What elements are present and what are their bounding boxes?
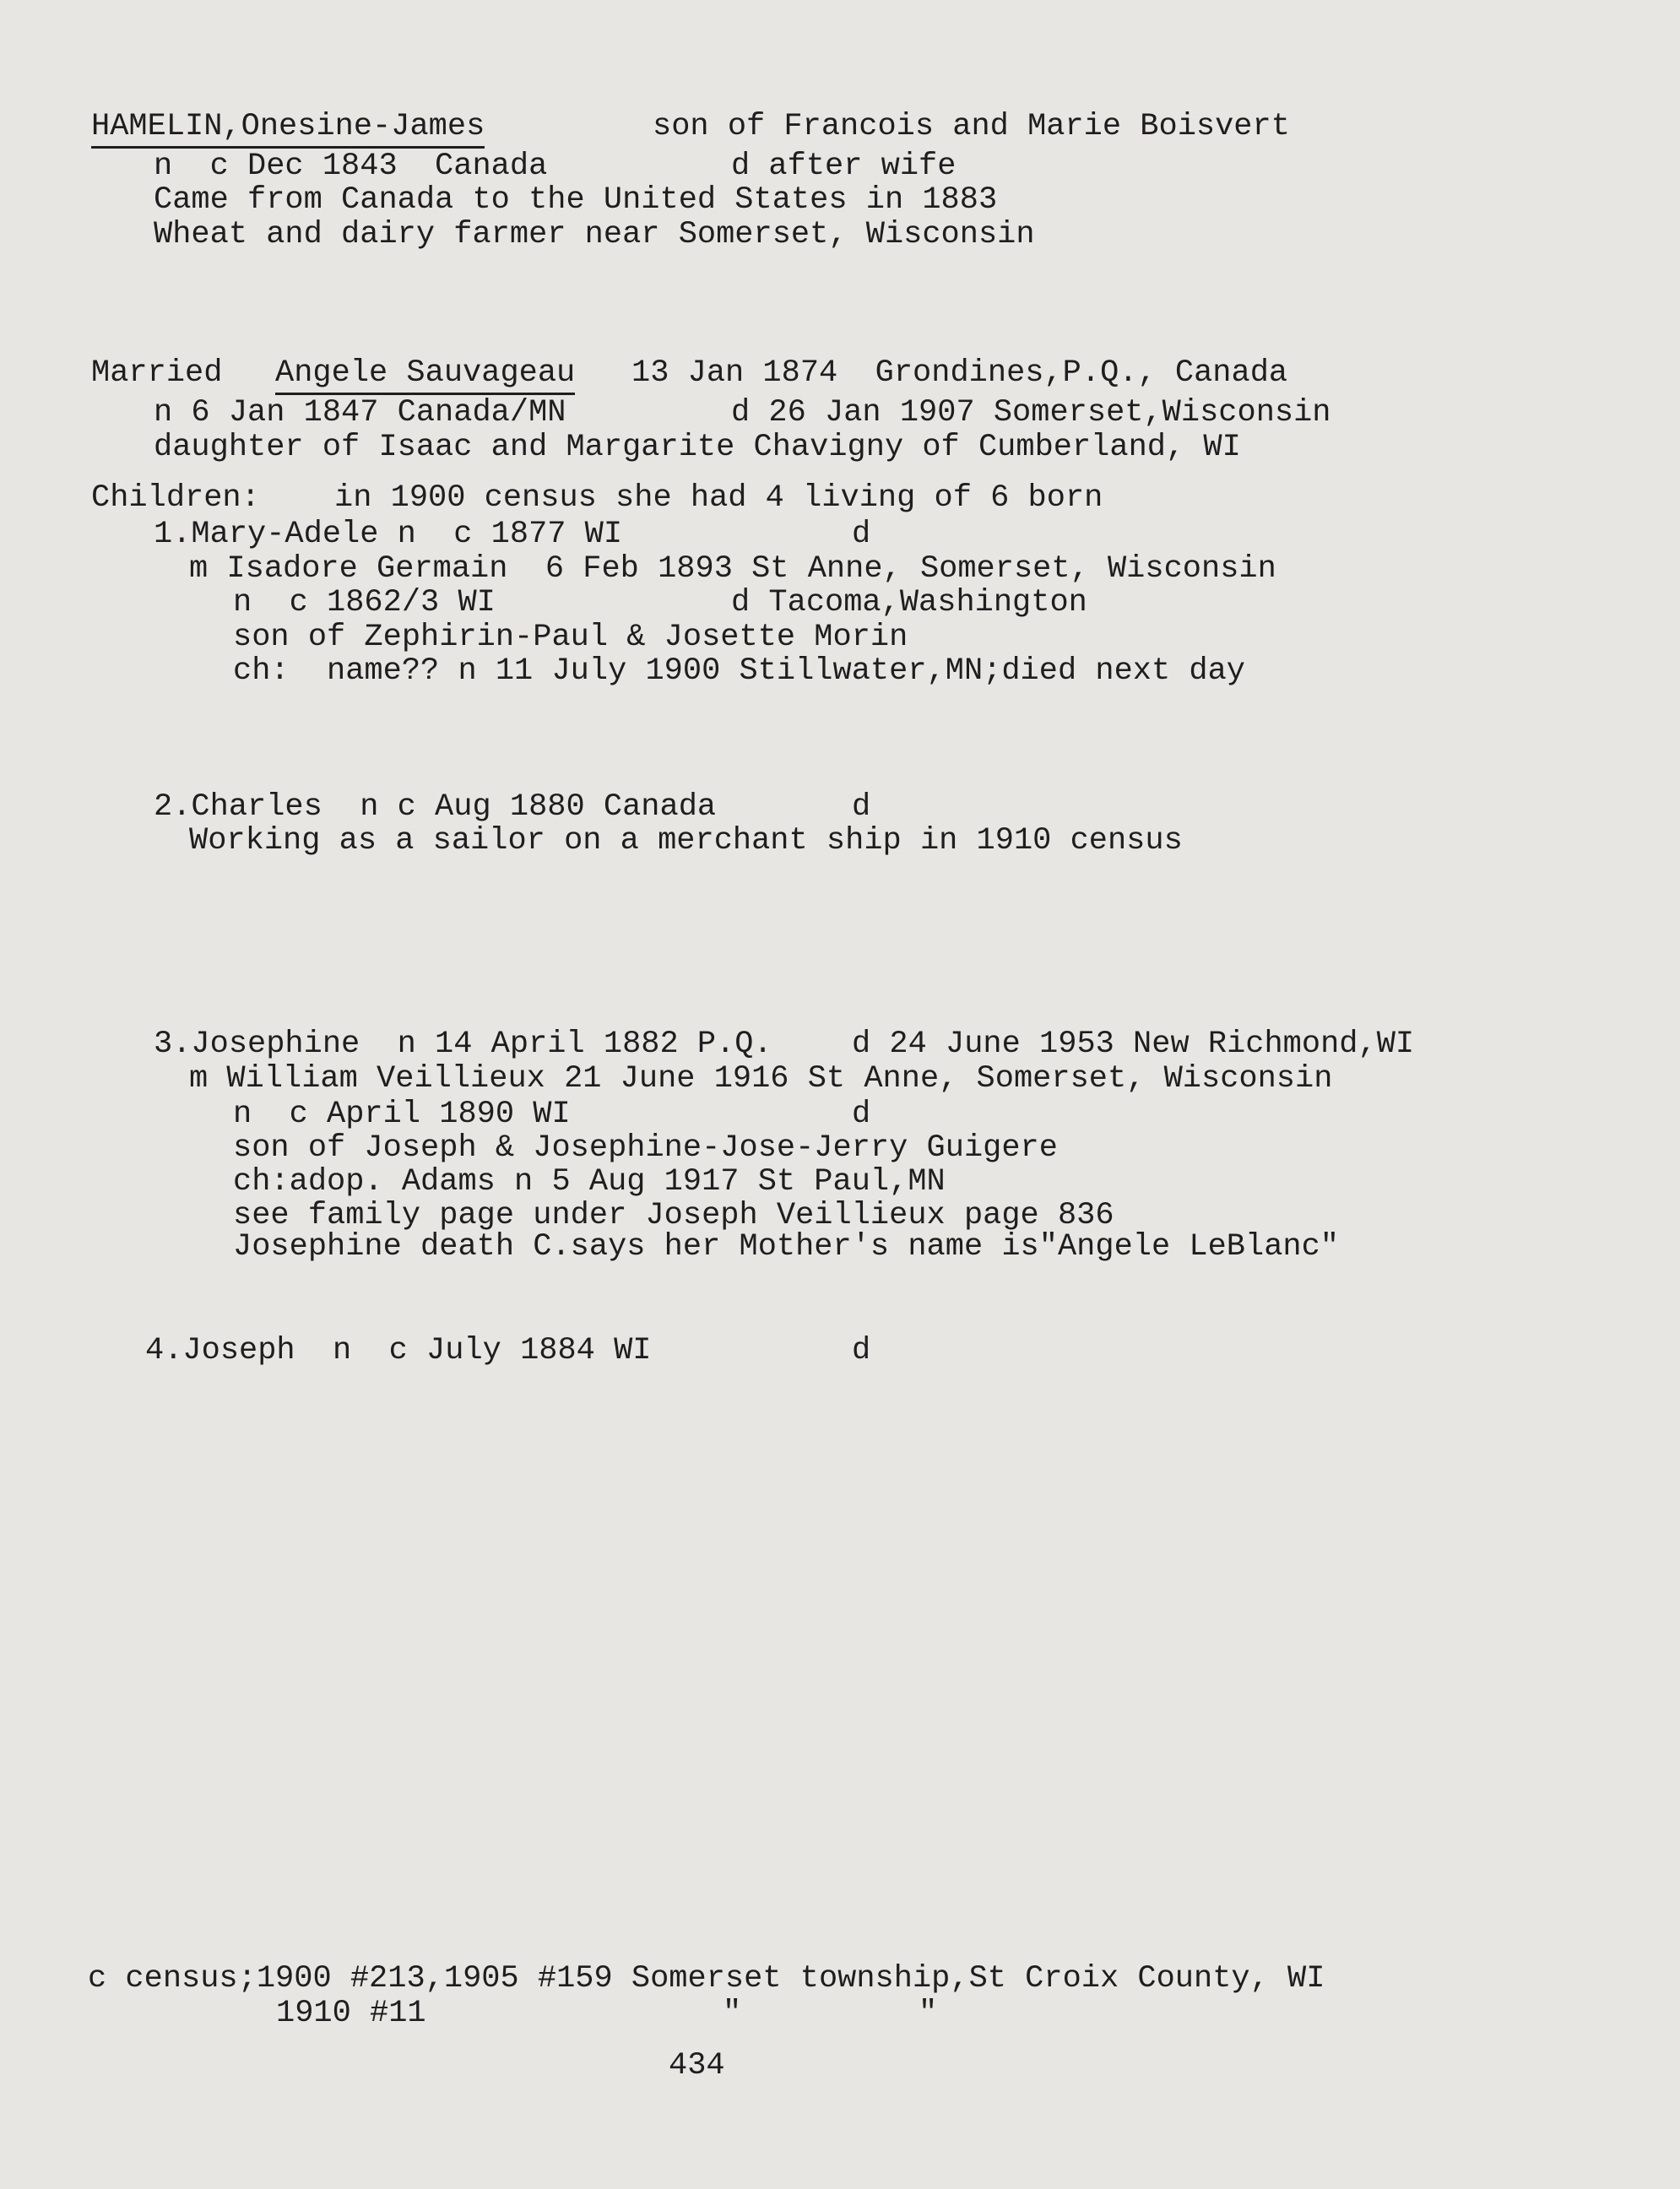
married-label: Married	[91, 355, 223, 391]
child3-spouse-parents: son of Joseph & Josephine-Jose-Jerry Guigere	[233, 1130, 1058, 1166]
child2-note: Working as a sailor on a merchant ship in 1910 census	[189, 823, 1183, 859]
children-note: in 1900 census she had 4 living of 6 born	[334, 480, 1103, 516]
child1-spouse-parents: son of Zephirin-Paul & Josette Morin	[233, 620, 908, 655]
child1-line1: 1.Mary-Adele n c 1877 WI	[154, 517, 623, 552]
child4-line1: 4.Joseph n c July 1884 WI	[145, 1333, 652, 1368]
child3-children: ch:adop. Adams n 5 Aug 1917 St Paul,MN	[233, 1164, 946, 1200]
spouse-birth: n 6 Jan 1847 Canada/MN	[154, 395, 566, 431]
spouse-death: d 26 Jan 1907 Somerset,Wisconsin	[731, 395, 1331, 431]
children-label: Children:	[91, 480, 260, 516]
child3-reference: see family page under Joseph Veillieux page 836	[233, 1198, 1114, 1233]
child2-line1: 2.Charles n c Aug 1880 Canada	[154, 789, 717, 825]
immigration-line: Came from Canada to the United States in 1883	[154, 182, 998, 218]
child1-spouse-birth: n c 1862/3 WI	[233, 585, 496, 620]
child1-children: ch: name?? n 11 July 1900 Stillwater,MN;died next day	[233, 653, 1245, 689]
child3-death-note: Josephine death C.says her Mother's name is"Angele LeBlanc"	[233, 1229, 1340, 1265]
footnote-line2: 1910 #11	[276, 1996, 426, 2031]
ditto-mark-1: "	[723, 1996, 742, 2031]
person-parents: son of Francois and Marie Boisvert	[653, 109, 1290, 144]
person-name: HAMELIN,Onesine-James	[91, 108, 485, 149]
child2-death: d	[852, 789, 871, 825]
child3-spouse-birth: n c April 1890 WI	[233, 1097, 571, 1132]
child1-marriage: m Isadore Germain 6 Feb 1893 St Anne, Somerset, Wisconsin	[189, 551, 1276, 587]
spouse-name: Angele Sauvageau	[275, 355, 575, 395]
child4-death: d	[852, 1333, 871, 1368]
ditto-mark-2: "	[919, 1996, 938, 2031]
child3-marriage: m William Veillieux 21 June 1916 St Anne, Somerset, Wisconsin	[189, 1061, 1333, 1097]
child3-spouse-death: d	[852, 1097, 871, 1132]
marriage-details: 13 Jan 1874 Grondines,P.Q., Canada	[631, 355, 1288, 391]
person-death: d after wife	[731, 149, 957, 184]
page-number: 434	[669, 2048, 725, 2083]
child3-line1: 3.Josephine n 14 April 1882 P.Q.	[154, 1027, 772, 1062]
occupation-line: Wheat and dairy farmer near Somerset, Wisconsin	[154, 217, 1035, 252]
footnote-line1: c census;1900 #213,1905 #159 Somerset township,St Croix County, WI	[88, 1961, 1325, 1997]
child1-death: d	[852, 517, 871, 552]
child1-spouse-death: d Tacoma,Washington	[731, 585, 1087, 620]
person-birth: n c Dec 1843 Canada	[154, 149, 548, 184]
spouse-parents: daughter of Isaac and Margarite Chavigny of Cumberland, WI	[154, 430, 1241, 465]
child3-death: d 24 June 1953 New Richmond,WI	[852, 1027, 1415, 1062]
